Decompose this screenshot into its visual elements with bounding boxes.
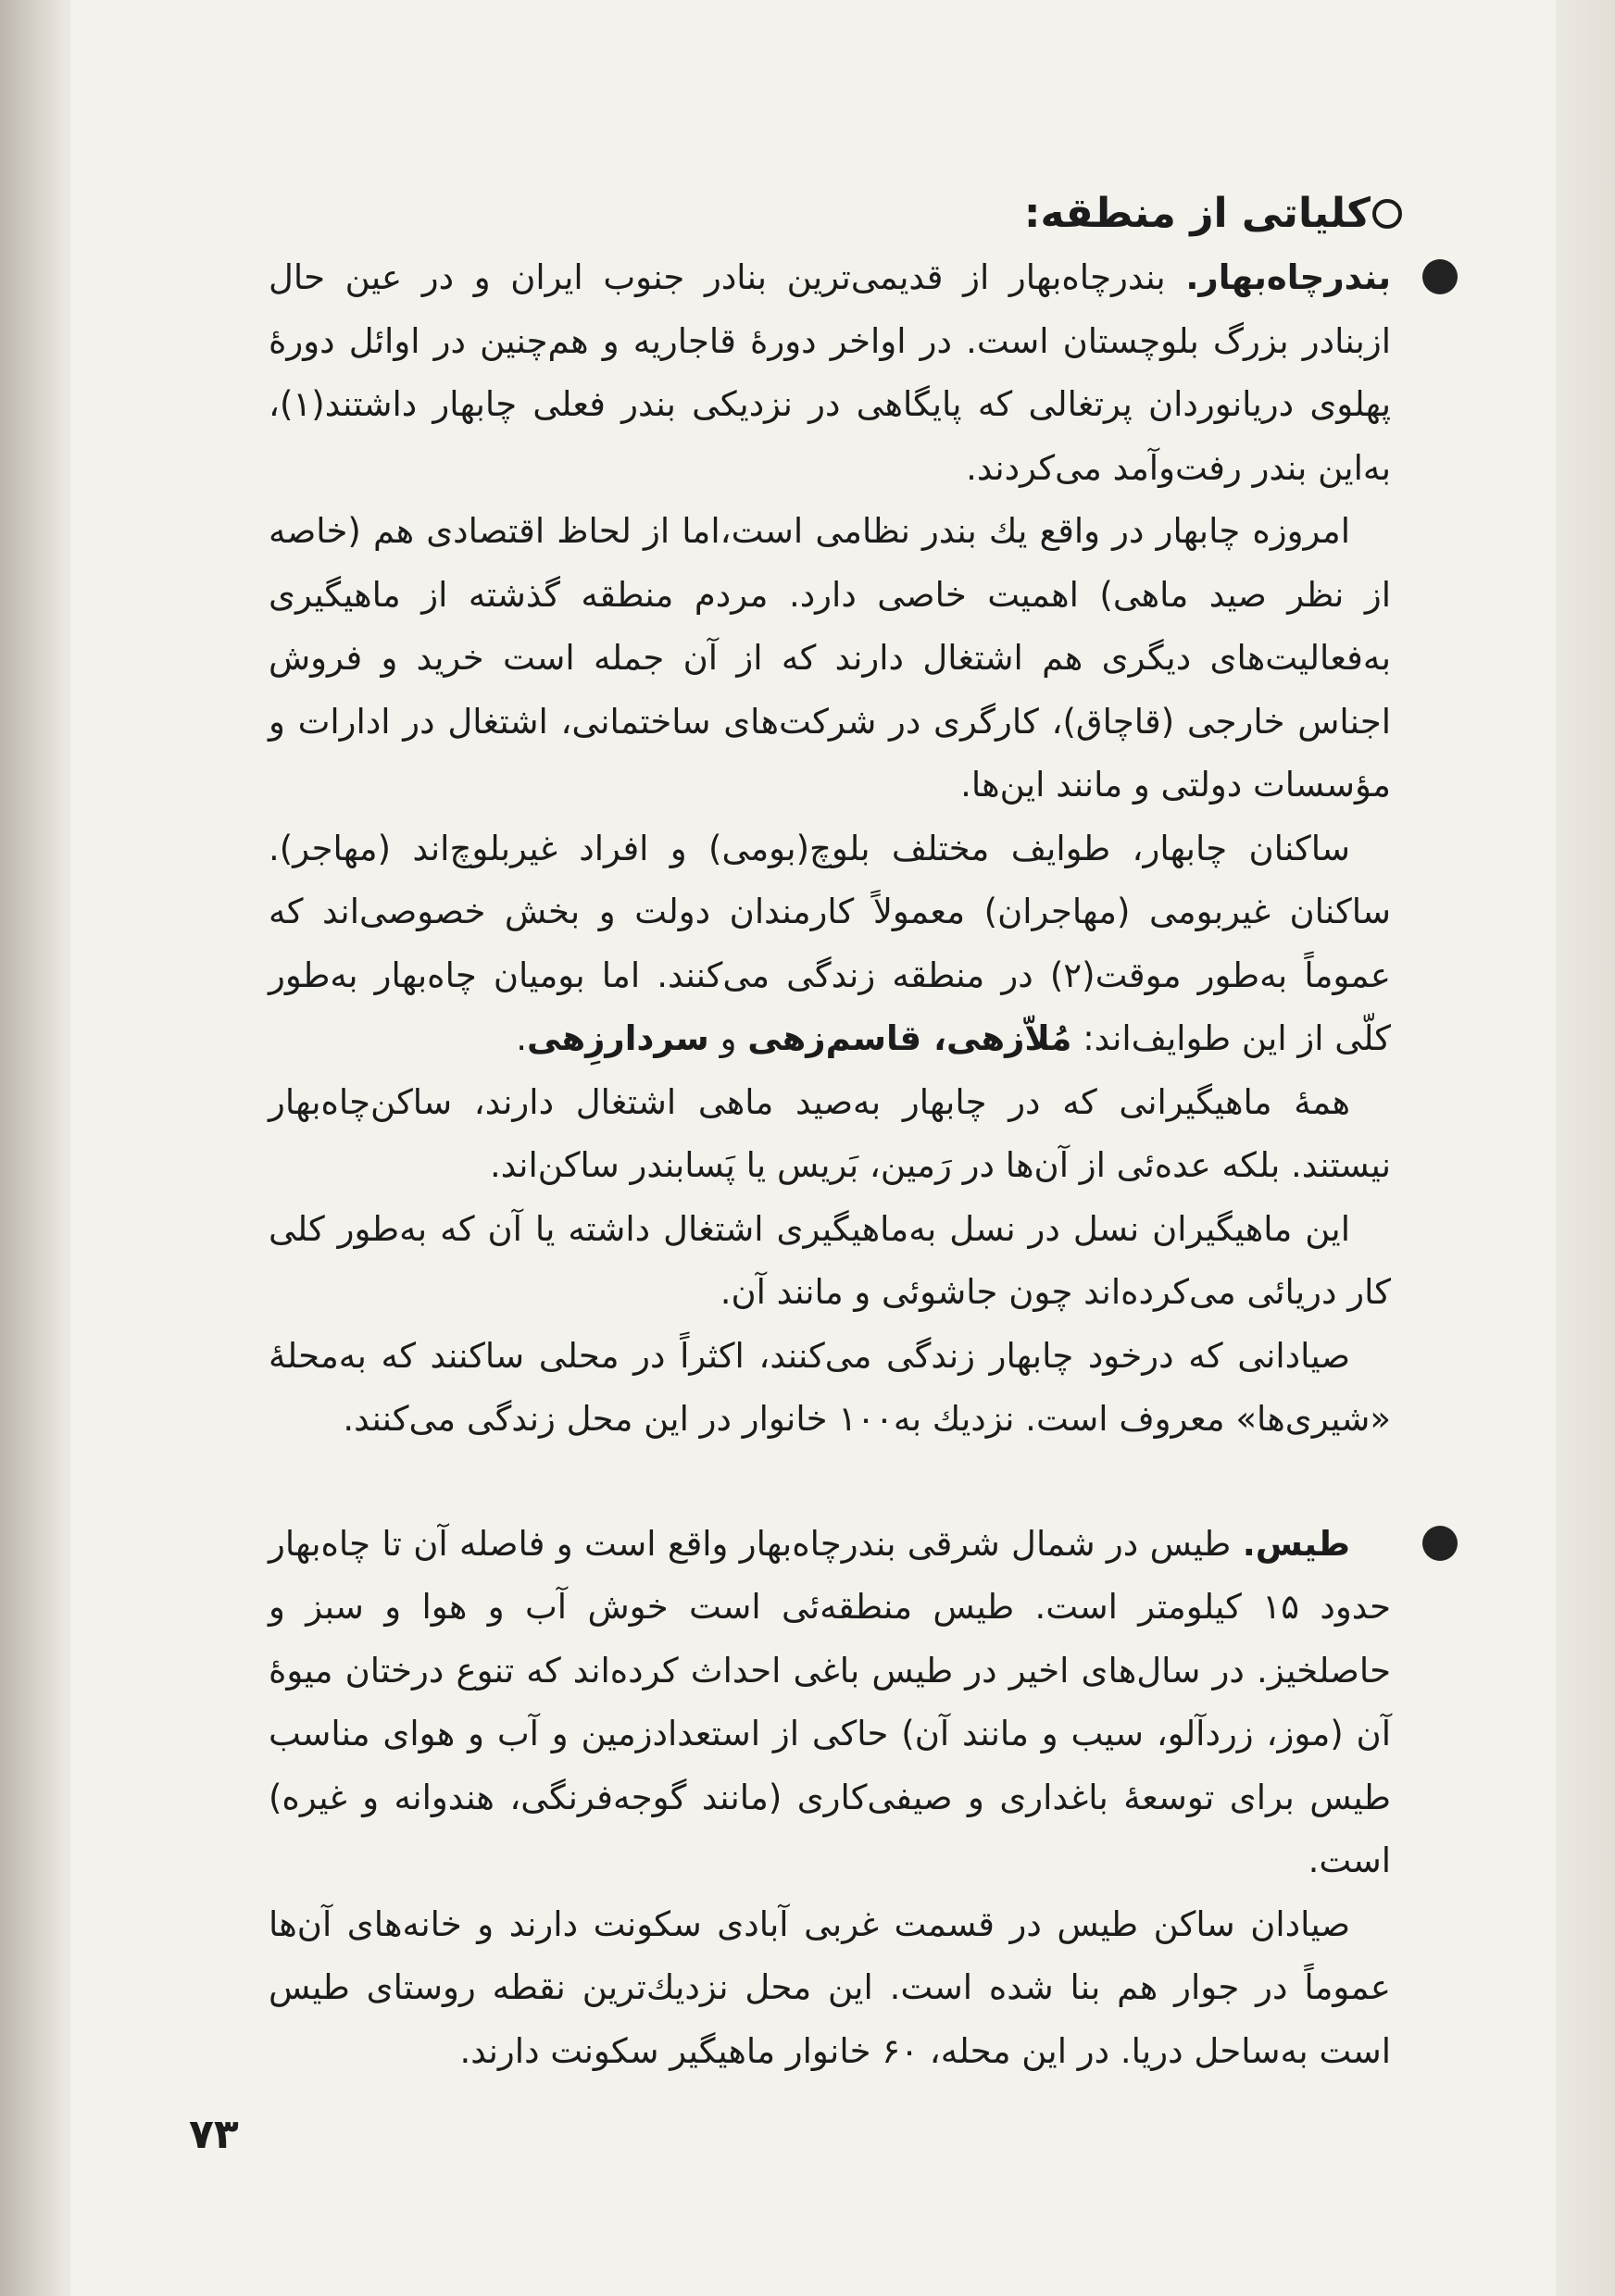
- paragraph: صیادان ساکن طیس در قسمت غربی آبادی سکونت دارند و خانه‌های آن‌ها عموماً در جوار هم بنا شده است. این محل نزدیك‌ترین نقطه روستای طیس است به‌ساحل دریا. در این محله، ۶۰ خانوار ماهیگیر سکونت دارند.: [269, 1903, 1391, 2071]
- scan-left-margin: [0, 0, 67, 2296]
- section-gap: [269, 1452, 1391, 1513]
- bullet-dot-icon: [1422, 1526, 1458, 1561]
- paragraph: بندرچاه‌بهار. بندرچاه‌بهار از قدیمی‌ترین بنادر جنوب ایران و در عین حال ازبنادر بزرگ بلوچستان است. در اواخر دورهٔ قاجاریه و هم‌چنین در اوائل دورهٔ پهلوی دریانوردان پرتغالی که پایگاهی در نزدیکی بندر فعلی چابهار داشتند(۱)، به‌این بندر رفت‌وآمد می‌کردند.: [269, 257, 1391, 488]
- section-chabahar: [269, 246, 1391, 1452]
- paragraph: ساکنان چابهار، طوایف مختلف بلوچ(بومی) و افراد غیربلوچ‌اند (مهاجر). ساکنان غیربومی (مهاجران) معمولاً کارمندان دولت و بخش خصوصی‌اند که عموماً به‌طور موقت(۲) در منطقه زندگی می‌کنند. اما بومیان چاه‌بهار به‌طور کلّی از این طوایف‌اند: مُلاّزهی، قاسم‌زهی و سردارزِهی.: [269, 828, 1392, 1058]
- paragraph: همهٔ ماهیگیرانی که در چابهار به‌صید ماهی اشتغال دارند، ساکن‌چاه‌بهار نیستند. بلکه عده‌ئی از آن‌ها در رَمین، بَریس یا پَسابندر ساکن‌اند.: [269, 1081, 1391, 1185]
- section-title: بندرچاه‌بهار.: [1185, 257, 1391, 297]
- heading-text: کلیاتی از منطقه:: [1023, 190, 1371, 237]
- paragraph: این ماهیگیران نسل در نسل به‌ماهیگیری اشتغال داشته یا آن که به‌طور کلی کار دریائی می‌کرده‌اند چون جاشوئی و مانند آن.: [269, 1208, 1391, 1312]
- scan-right-margin: [1556, 0, 1615, 2296]
- section-heading: [269, 181, 1402, 246]
- section-tis: [269, 1513, 1391, 2084]
- bullet-dot-icon: [1422, 259, 1458, 294]
- section-title: طیس.: [1242, 1523, 1350, 1564]
- page-text: [269, 181, 1391, 2083]
- page-number: ۷۳: [189, 2111, 239, 2158]
- open-circle-icon: [1372, 199, 1402, 229]
- paragraph: امروزه چابهار در واقع یك بندر نظامی است،اما از لحاظ اقتصادی هم (خاصه از نظر صید ماهی) اهمیت خاصی دارد. مردم منطقه گذشته از ماهیگیری به‌فعالیت‌های دیگری هم اشتغال دارند که از آن جمله است خرید و فروش اجناس خارجی (قاچاق)، کارگری در شرکت‌های ساختمانی، اشتغال در ادارات و مؤسسات دولتی و مانند این‌ها.: [269, 511, 1391, 805]
- paragraph: طیس. طیس در شمال شرقی بندرچاه‌بهار واقع است و فاصله آن تا چاه‌بهار حدود ۱۵ کیلومتر است. طیس منطقه‌ئی است خوش آب و هوا و سبز و حاصلخیز. در سال‌های اخیر در طیس باغی احداث کرده‌اند که تنوع درختان میوهٔ آن (موز، زردآلو، سیب و مانند آن) حاکی از استعدادزمین و آب و هوای مناسب طیس برای توسعهٔ باغداری و صیفی‌کاری (مانند گوجه‌فرنگی، هندوانه و غیره) است.: [269, 1523, 1391, 1880]
- paragraph: صیادانی که درخود چابهار زندگی می‌کنند، اکثراً در محلی ساکنند که به‌محلهٔ «شیری‌ها» معروف است. نزدیك به‌۱۰۰ خانوار در این محل زندگی می‌کنند.: [269, 1335, 1391, 1439]
